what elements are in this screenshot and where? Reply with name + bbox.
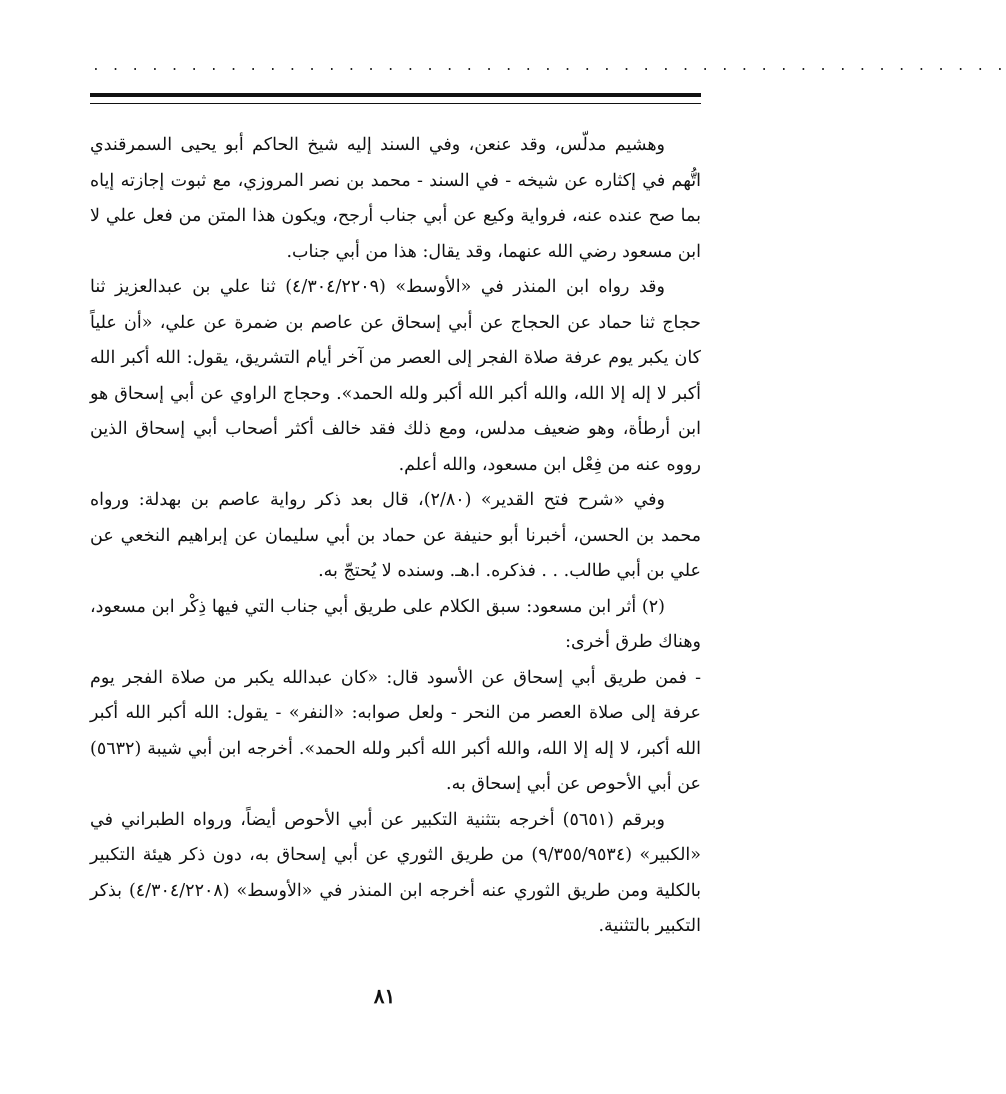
header-thin-rule bbox=[90, 103, 701, 104]
page-number: ٨١ bbox=[373, 984, 396, 1008]
paragraph-3: وفي «شرح فتح القدير» (٢/٨٠)، قال بعد ذكر رواية عاصم بن بهدلة: ورواه محمد بن الحسن، أخبرنا أبو حنيفة عن حماد بن أبي سليمان عن إبراهيم النخعي عن علي بن أبي طالب. . . فذكره. ا.هـ. وسنده لا يُحتجّ به. bbox=[90, 490, 701, 581]
paragraph-4: (٢) أثر ابن مسعود: سبق الكلام على طريق أبي جناب التي فيها ذِكْر ابن مسعود، وهناك طرق أخرى: bbox=[90, 596, 701, 652]
header-thick-rule bbox=[90, 93, 701, 97]
paragraph-5: - فمن طريق أبي إسحاق عن الأسود قال: «كان عبدالله يكبر من صلاة الفجر يوم عرفة إلى صلاة العصر من النحر - ولعل صوابه: «النفر» - يقول: الله أكبر الله أكبر الله أكبر، لا إله إلا الله، والله أكبر الله أكبر ولله الحمد». أخرجه ابن أبي شيبة (٥٦٣٢) عن أبي الأحوص عن أبي إسحاق به. bbox=[90, 667, 701, 794]
header-leader-dots: . . . . . . . . . . . . . . . . . . . . . . . . . . . . . . . . . . . . . . . . . . . . . . . bbox=[92, 59, 1006, 74]
paragraph-1: وهشيم مدلّس، وقد عنعن، وفي السند إليه شيخ الحاكم أبو يحيى السمرقندي اتُّهم في إكثاره عن شيخه - في السند - محمد بن نصر المروزي، مع ثبوت إجازته إياه بما صح عنده عنه، فرواية وكيع عن أبي جناب أرجح، ويكون هذا المتن من فعل علي لا ابن مسعود رضي الله عنهما، وقد يقال: هذا من أبي جناب. bbox=[90, 135, 701, 262]
paragraph-2: وقد رواه ابن المنذر في «الأوسط» (٤/٣٠٤/٢٢٠٩) ثنا علي بن عبدالعزيز ثنا حجاج ثنا حماد عن الحجاج عن أبي إسحاق عن عاصم بن ضمرة عن علي، «أن علياً كان يكبر يوم عرفة صلاة الفجر إلى العصر من آخر أيام التشريق، يقول: الله أكبر الله أكبر لا إله إلا الله، والله أكبر الله أكبر ولله الحمد». وحجاج الراوي عن أبي إسحاق هو ابن أرطأة، وهو ضعيف مدلس، ومع ذلك فقد خالف أكثر أصحاب أبي إسحاق الذين رووه عنه من فِعْل ابن مسعود، والله أعلم. bbox=[90, 277, 701, 475]
paragraph-6: وبرقم (٥٦٥١) أخرجه بتثنية التكبير عن أبي الأحوص أيضاً، ورواه الطبراني في «الكبير» (٩/٣٥٥/٩٥٣٤) من طريق الثوري عن أبي إسحاق به، دون ذكر هيئة التكبير بالكلية ومن طريق الثوري عنه أخرجه ابن المنذر في «الأوسط» (٤/٣٠٤/٢٢٠٨) بذكر التكبير بالتثنية. bbox=[90, 809, 702, 936]
footnote-body bbox=[90, 128, 701, 945]
